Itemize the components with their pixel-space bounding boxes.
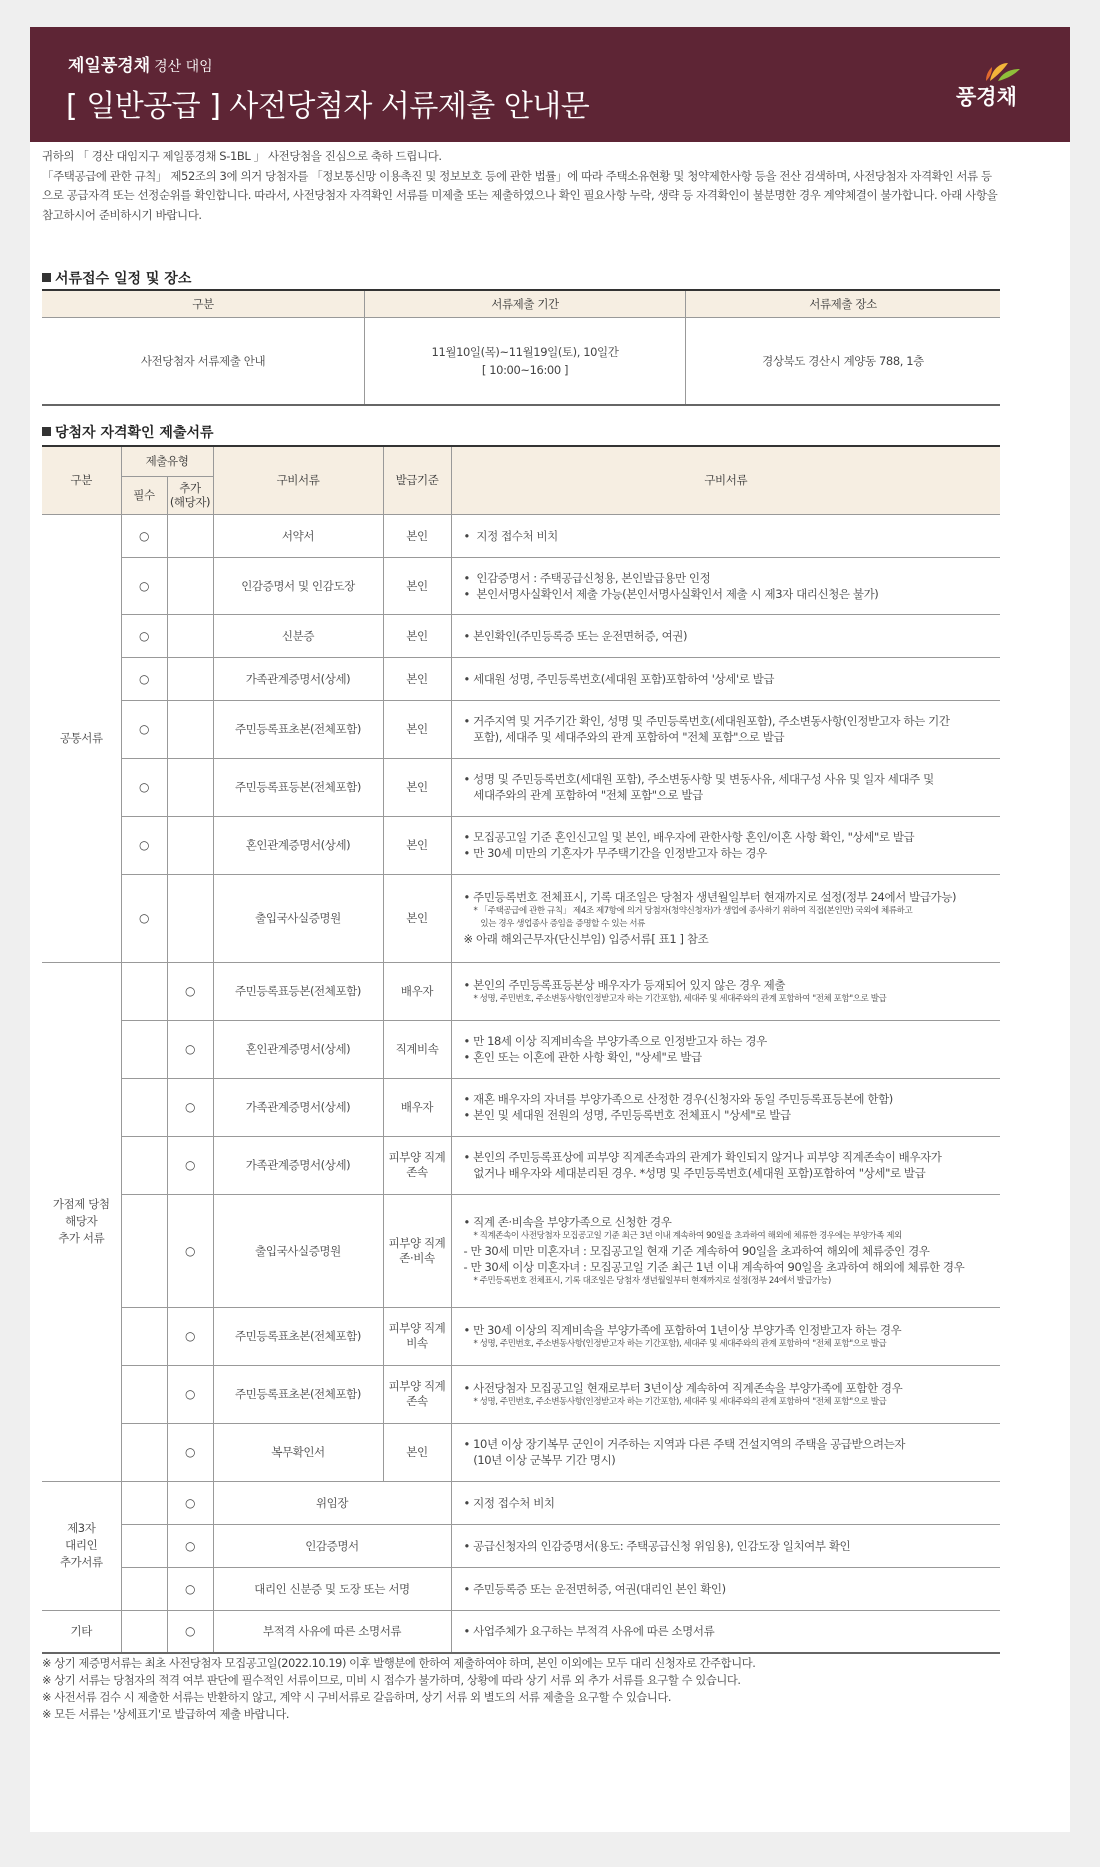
group-label-line: 추가서류 [59,1555,103,1569]
document-name: 주민등록표초본(전체포함) [213,700,383,758]
issue-basis: 본인 [383,1423,451,1481]
table-row [42,1567,1000,1610]
detail-line: • 본인서명사실확인서 제출 가능(본인서명사실확인서 제출 시 제3자 대리신청은 불가) [463,586,879,601]
additional-mark [167,816,213,874]
document-name: 서약서 [213,514,383,557]
document-name: 인감증명서 및 인감도장 [213,557,383,614]
header-banner [30,27,1070,142]
issue-basis: 본인 [383,758,451,816]
footnote: ※ 사전서류 검수 시 제출한 서류는 반환하지 않고, 계약 시 구비서류로 갈음하며, 상기 서류 외 별도의 서류 제출을 요구할 수 있습니다. [42,1691,672,1704]
detail-line: • 본인의 주민등록표상에 피부양 직계존속과의 관계가 확인되지 않거나 피부양 직계존속이 배우자가 [463,1150,942,1164]
document-details [451,1307,1000,1365]
table-row [42,1423,1000,1481]
detail-line: • 공급신청자의 인감증명서(용도: 주택공급신청 위임용), 인감도장 일치여부 확인 [463,1538,851,1553]
additional-mark [167,758,213,816]
detail-line: - 만 30세 이상 미혼자녀 : 모집공고일 기준 최근 1년 이내 계속하여 90일을 초과하여 해외에 체류한 경우 [463,1259,965,1274]
cell-place: 경상북도 경산시 계양동 788, 1층 [686,318,1001,406]
detail-line: • 주민등록증 또는 운전면허증, 여권(대리인 본인 확인) [463,1581,726,1596]
detail-line: - 만 30세 미만 미혼자녀 : 모집공고일 현재 기준 계속하여 90일을 초과하여 해외에 체류중인 경우 [463,1243,930,1258]
issue-basis: 피부양 직계존속 [383,1365,451,1423]
document-name: 출입국사실증명원 [213,1194,383,1307]
additional-mark [167,557,213,614]
document-details [451,657,1000,700]
required-mark: ○ [121,874,167,962]
issue-basis: 피부양 직계비속 [383,1307,451,1365]
brand-name: 제일풍경채 경산 대임 [68,56,213,76]
table-row [42,874,1000,962]
document-details [451,758,1000,816]
detail-line: • 본인 및 세대원 전원의 성명, 주민등록번호 전체표시 "상세"로 발급 [463,1108,791,1122]
required-mark [121,962,167,1020]
detail-line: • 혼인 또는 이혼에 관한 사항 확인, "상세"로 발급 [463,1050,702,1064]
detail-line: • 재혼 배우자의 자녀를 부양가족으로 산정한 경우(신청자와 동일 주민등록표등본에 한함) [463,1092,893,1106]
table-row [42,700,1000,758]
required-mark [121,1610,167,1653]
document-details [451,1020,1000,1078]
additional-mark: ○ [167,1481,213,1524]
document-details [451,1567,1000,1610]
detail-line: • 사전당첨자 모집공고일 현재로부터 3년이상 계속하여 직계존속을 부양가족에 포함한 경우 [463,1380,903,1395]
additional-mark: ○ [167,962,213,1020]
table-row [42,962,1000,1020]
detail-line: • 인감증명서 : 주택공급신청용, 본인발급용만 인정 [463,570,711,585]
additional-mark: ○ [167,1136,213,1194]
additional-mark: ○ [167,1524,213,1567]
page-title: [ 일반공급 ] 사전당첨자 서류제출 안내문 [66,89,590,124]
document-details [451,1610,1000,1653]
issue-basis: 배우자 [383,962,451,1020]
document-details [451,1481,1000,1524]
detail-note: * 주민등록번호 전체표시, 기록 대조일은 당첨자 생년월일부터 현재까지로 설정(정부 24에서 발급가능) [473,1275,831,1286]
document-details [451,816,1000,874]
group-label-line: 제3자 [67,1521,96,1535]
footnote: ※ 상기 제증명서류는 최초 사전당첨자 모집공고일(2022.10.19) 이후 발행분에 한하여 제출하여야 하며, 본인 이외에는 모두 대리 신청자로 간주합니다. [42,1657,756,1670]
issue-basis: 본인 [383,700,451,758]
table-row [42,816,1000,874]
brand-sub: 경산 대임 [154,59,213,75]
intro-text [42,147,1000,225]
table-row [42,1365,1000,1423]
table-row [42,758,1000,816]
logo-text: 풍경채 [956,85,1017,109]
group-label-line: 해당자 [65,1214,98,1228]
detail-line: • 세대원 성명, 주민등록번호(세대원 포함)포함하여 '상세'로 발급 [463,671,775,686]
document-details [451,1365,1000,1423]
col-header: 구비서류 [213,446,383,514]
document-details [451,1078,1000,1136]
required-mark [121,1481,167,1524]
table-row [42,557,1000,614]
footnote: ※ 상기 서류는 당첨자의 적격 여부 판단에 필수적인 서류이므로, 미비 시 접수가 불가하며, 상황에 따라 상기 서류 외 추가 서류를 요구할 수 있습니다. [42,1674,741,1687]
document-name: 주민등록표초본(전체포함) [213,1365,383,1423]
additional-mark: ○ [167,1365,213,1423]
required-mark: ○ [121,557,167,614]
additional-mark [167,514,213,557]
detail-line: • 만 30세 이상의 직계비속을 부양가족에 포함하여 1년이상 부양가족 인정받고자 하는 경우 [463,1322,902,1337]
additional-mark: ○ [167,1567,213,1610]
footnote: ※ 모든 서류는 '상세표기'로 발급하여 제출 바랍니다. [42,1708,290,1721]
detail-line: 없거나 배우자와 세대분리된 경우. *성명 및 주민등록번호(세대원 포함)포함하여 "상세"로 발급 [463,1166,926,1180]
detail-note: 있는 경우 생업종사 증임을 증명할 수 있는 서류 [473,919,645,929]
required-mark: ○ [121,614,167,657]
required-mark: ○ [121,657,167,700]
detail-note: * 성명, 주민번호, 주소변동사항(인정받고자 하는 기간포함), 세대주 및 세대주와의 관계 포함하여 "전체 포함"으로 발급 [473,1396,887,1407]
required-mark [121,1567,167,1610]
document-name: 주민등록표초본(전체포함) [213,1307,383,1365]
document-name: 대리인 신분증 및 도장 또는 서명 [213,1567,451,1610]
detail-line: • 주민등록번호 전체표시, 기록 대조일은 당첨자 생년월일부터 현재까지로 설정(정부 24에서 발급가능) [463,890,957,904]
col-header: 추가 (해당자) [167,476,213,514]
document-name: 가족관계증명서(상세) [213,657,383,700]
section-title-schedule: 서류접수 일정 및 장소 [42,268,191,288]
issue-basis: 피부양 직계존·비속 [383,1194,451,1307]
detail-line: ※ 아래 해외근무자(단신부임) 입증서류[ 표1 ] 참조 [463,932,709,946]
additional-mark: ○ [167,1020,213,1078]
document-name: 가족관계증명서(상세) [213,1078,383,1136]
group-label-line: 대리인 [65,1538,98,1552]
required-mark: ○ [121,514,167,557]
company-logo [956,61,1026,111]
document-details [451,557,1000,614]
group-label-common [42,514,121,962]
leaf-icon [984,61,1024,83]
issue-basis: 배우자 [383,1078,451,1136]
issue-basis: 본인 [383,557,451,614]
detail-line: • 성명 및 주민등록번호(세대원 포함), 주소변동사항 및 변동사유, 세대구성 사유 및 일자 세대주 및 [463,772,934,786]
required-mark [121,1524,167,1567]
issue-basis: 본인 [383,816,451,874]
table-row [42,1020,1000,1078]
document-details [451,614,1000,657]
detail-note: * 성명, 주민번호, 주소변동사항(인정받고자 하는 기간포함), 세대주 및 세대주와의 관계 포함하여 "전체 포함"으로 발급 [473,1338,887,1349]
document-name: 혼인관계증명서(상세) [213,816,383,874]
table-row [42,1307,1000,1365]
detail-line: 세대주와의 관계 포함하여 "전체 포함"으로 발급 [463,788,703,802]
col-header: 발급기준 [383,446,451,514]
document-details [451,874,1000,962]
document-name: 주민등록표등본(전체포함) [213,962,383,1020]
detail-note: * 성명, 주민번호, 주소변동사항(인정받고자 하는 기간포함), 세대주 및 세대주와의 관계 포함하여 "전체 포함"으로 발급 [473,993,887,1004]
required-mark [121,1194,167,1307]
group-label-line: 공통서류 [59,730,103,745]
detail-line: • 거주지역 및 거주기간 확인, 성명 및 주민등록번호(세대원포함), 주소변동사항(인정받고자 하는 기간 [463,714,950,728]
required-mark [121,1423,167,1481]
required-mark [121,1078,167,1136]
additional-mark: ○ [167,1194,213,1307]
required-mark [121,1365,167,1423]
detail-line: • 직계 존·비속을 부양가족으로 신청한 경우 [463,1214,672,1229]
col-header: 서류제출 장소 [686,290,1001,318]
detail-line: • 10년 이상 장기복무 군인이 거주하는 지역과 다른 주택 건설지역의 주택을 공급받으려는자 [463,1437,906,1451]
cell-category: 사전당첨자 서류제출 안내 [42,318,365,406]
issue-basis: 본인 [383,874,451,962]
document-name: 가족관계증명서(상세) [213,1136,383,1194]
document-name: 위임장 [213,1481,451,1524]
section-title-docs: 당첨자 자격확인 제출서류 [42,422,214,442]
document-name: 인감증명서 [213,1524,451,1567]
detail-line: • 본인의 주민등록표등본상 배우자가 등재되어 있지 않은 경우 제출 [463,977,786,992]
detail-line: • 본인확인(주민등록증 또는 운전면허증, 여권) [463,628,688,643]
document-details [451,962,1000,1020]
intro-line: 「주택공급에 관한 규칙」 제52조의 3에 의거 당첨자를 「정보통신망 이용촉진 및 정보보호 등에 관한 법률」에 따라 주택소유현황 및 청약제한사항 등을 전산 검색하며, 사전당첨자 자격확인 서류 등으로 공급자격 또는 선정순위를 확인합니다. 따라서, 사전당첨자 자격확인 서류를 미제출 또는 제출하였으나 확인 필요사항 누락, 생략 등 자격확인이 불분명한 경우 계약체결이 불가합니다. 아래 사항을 참고하시어 준비하시기 바랍니다. [42,168,998,222]
square-bullet-icon [42,273,51,282]
detail-note: * 직계존속이 사전당첨자 모집공고일 기준 최근 3년 이내 계속하여 90일을 초과하여 해외에 체류한 경우에는 부양가족 제외 [473,1230,902,1241]
required-mark [121,1307,167,1365]
document-name: 출입국사실증명원 [213,874,383,962]
col-header: 구비서류 [451,446,1000,514]
issue-basis: 직계비속 [383,1020,451,1078]
detail-line: 포함), 세대주 및 세대주와의 관계 포함하여 "전체 포함"으로 발급 [463,730,785,744]
documents-table [42,445,1000,1654]
group-label-etc [42,1610,121,1653]
detail-line: • 지정 접수처 비치 [463,528,558,543]
detail-line: (10년 이상 군복무 기간 명시) [463,1453,616,1467]
table-row [42,1481,1000,1524]
additional-mark [167,874,213,962]
group-label-line: 기타 [70,1623,92,1638]
document-details [451,1524,1000,1567]
additional-mark [167,657,213,700]
required-mark [121,1136,167,1194]
issue-basis: 본인 [383,657,451,700]
table-row [42,1524,1000,1567]
document-name: 복무확인서 [213,1423,383,1481]
document-name: 주민등록표등본(전체포함) [213,758,383,816]
additional-mark [167,614,213,657]
table-row [42,1078,1000,1136]
col-header: 구분 [42,290,365,318]
additional-mark: ○ [167,1423,213,1481]
document-name: 신분증 [213,614,383,657]
col-header: 필수 [121,476,167,514]
detail-line: • 만 18세 이상 직계비속을 부양가족으로 인정받고자 하는 경우 [463,1034,767,1048]
document-details [451,1194,1000,1307]
table-row [42,1610,1000,1653]
footnotes [42,1655,755,1723]
table-row [42,514,1000,557]
table-row [42,614,1000,657]
document-details [451,1423,1000,1481]
required-mark: ○ [121,758,167,816]
document-details [451,1136,1000,1194]
document-name: 부적격 사유에 따른 소명서류 [213,1610,451,1653]
col-header: 구분 [42,446,121,514]
table-row [42,1136,1000,1194]
schedule-table [42,289,1000,406]
additional-mark: ○ [167,1307,213,1365]
issue-basis: 피부양 직계존속 [383,1136,451,1194]
detail-note: * 「주택공급에 관한 규칙」 제4조 제7항에 의거 당첨자(청약신청자)가 생업에 종사하기 위하여 직접(본인만) 국외에 체류하고 [473,906,913,916]
document-details [451,700,1000,758]
additional-mark [167,700,213,758]
required-mark: ○ [121,700,167,758]
group-label-line: 추가 서류 [58,1231,105,1245]
required-mark: ○ [121,816,167,874]
additional-mark: ○ [167,1078,213,1136]
group-label-family [42,962,121,1481]
group-label-proxy [42,1481,121,1610]
issue-basis: 본인 [383,514,451,557]
document-details [451,514,1000,557]
cell-period: 11월10일(목)~11월19일(토), 10일간 [ 10:00~16:00 ] [365,318,686,406]
document-name: 혼인관계증명서(상세) [213,1020,383,1078]
detail-line: • 모집공고일 기준 혼인신고일 및 본인, 배우자에 관한사항 혼인/이혼 사항 확인, "상세"로 발급 [463,830,915,844]
group-label-line: 가점제 당첨 [52,1197,110,1211]
col-header: 제출유형 [121,446,213,476]
table-row [42,657,1000,700]
square-bullet-icon [42,427,51,436]
table-row [42,1194,1000,1307]
detail-line: • 지정 접수처 비치 [463,1495,555,1510]
intro-line: 귀하의 「 경산 대임지구 제일풍경채 S-1BL 」 사전당첨을 진심으로 축하 드립니다. [42,149,442,163]
required-mark [121,1020,167,1078]
col-header: 서류제출 기간 [365,290,686,318]
table-row [42,318,1000,406]
detail-line: • 만 30세 미만의 기혼자가 무주택기간을 인정받고자 하는 경우 [463,846,767,860]
additional-mark: ○ [167,1610,213,1653]
issue-basis: 본인 [383,614,451,657]
detail-line: • 사업주체가 요구하는 부적격 사유에 따른 소명서류 [463,1624,715,1639]
